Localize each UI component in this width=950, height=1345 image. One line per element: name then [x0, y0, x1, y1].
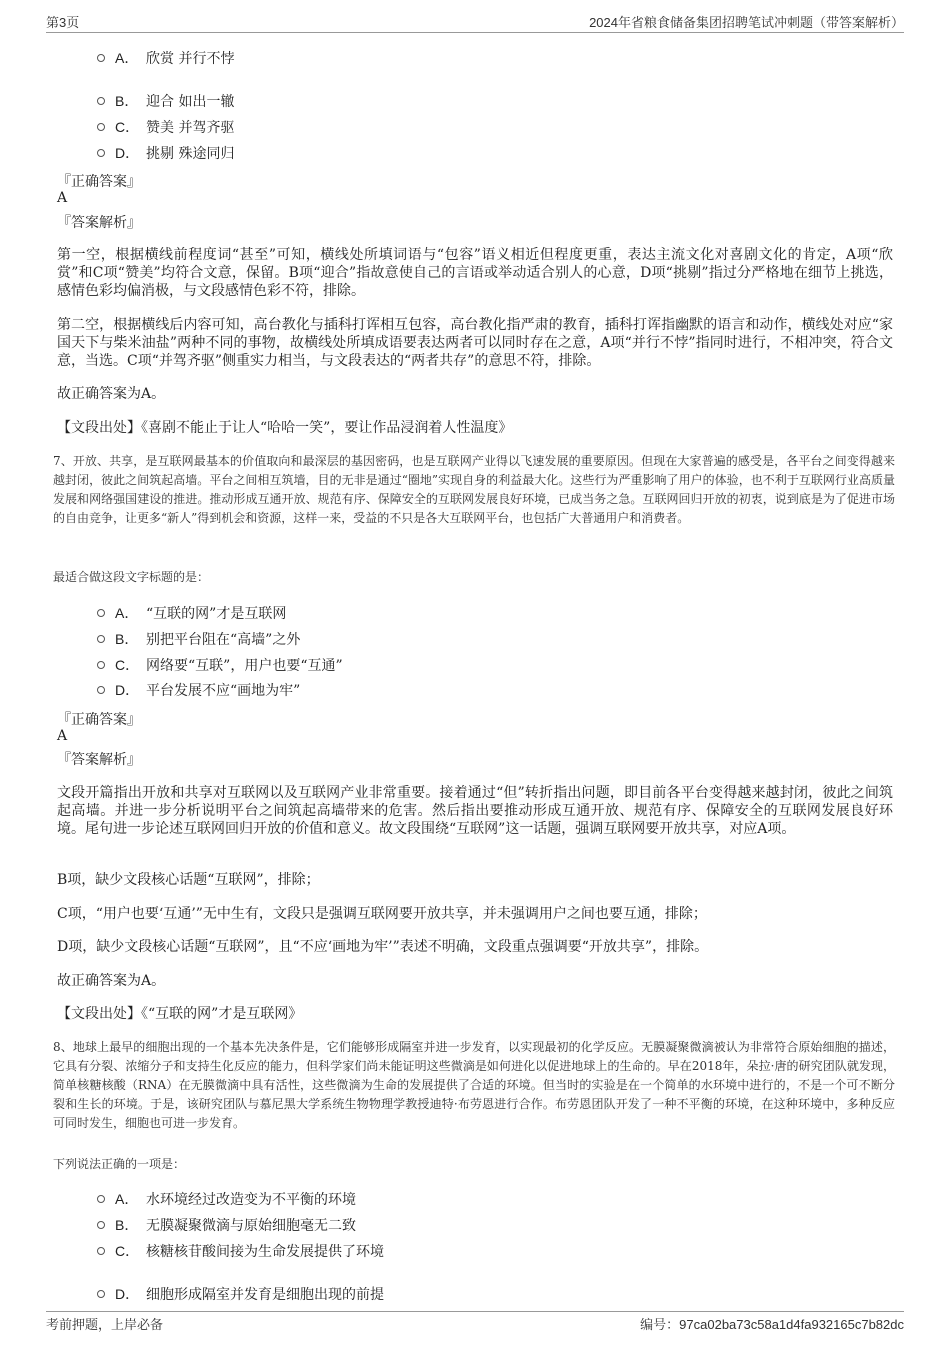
radio-button-icon[interactable]: [97, 123, 105, 131]
q7-analysis-label: 『答案解析』: [57, 752, 141, 768]
radio-button-icon[interactable]: [97, 1221, 105, 1229]
q8-option-b[interactable]: B． 无膜凝聚微滴与原始细胞毫无二致: [97, 1215, 356, 1235]
option-text: 细胞形成隔室并发育是细胞出现的前提: [146, 1287, 384, 1303]
q6-analysis-paragraph: 第二空，根据横线后内容可知，高台教化与插科打诨相互包容，高台教化指严肃的教育，插科打诨指幽默的语言和动作，横线处对应“家国天下与柴米油盐”两种不同的事物，故横线处所填成语要表达两者可以同时存在之意，A项“并行不悖”指同时进行，不相冲突，符合文意，当选。C项“并驾齐驱”侧重实力相当，与文段表达的“两者共存”的意思不符，排除。: [57, 317, 893, 369]
q7-conclusion: 故正确答案为A。: [57, 973, 166, 989]
q8-prompt: 下列说法正确的一项是：: [53, 1157, 186, 1171]
radio-button-icon[interactable]: [97, 609, 105, 617]
document-code: 编号：97ca02ba73c58a1d4fa932165c7b82dc: [640, 1317, 904, 1332]
q8-option-d[interactable]: D． 细胞形成隔室并发育是细胞出现的前提: [97, 1284, 384, 1304]
option-text: 无膜凝聚微滴与原始细胞毫无二致: [146, 1218, 356, 1234]
option-text: 网络要“互联”，用户也要“互通”: [146, 658, 343, 674]
q6-option-c[interactable]: C． 赞美 并驾齐驱: [97, 117, 234, 137]
option-text: 水环境经过改造变为不平衡的环境: [146, 1192, 356, 1208]
page-header: [46, 12, 904, 33]
q6-answer-label: 『正确答案』: [57, 174, 141, 190]
q6-analysis-paragraph: 第一空，根据横线前程度词“甚至”可知，横线处所填词语与“包容”语义相近但程度更重，表达主流文化对喜剧文化的肯定，A项“欣赏”和C项“赞美”均符合文意，保留。B项“迎合”指故意使自己的言语或举动适合别人的心意，D项“挑剔”指过分严格地在细节上挑选，感情色彩均偏消极，与文段感情色彩不符，排除。: [57, 247, 893, 299]
radio-button-icon[interactable]: [97, 149, 105, 157]
option-text: 挑剔 殊途同归: [146, 146, 235, 162]
page-footer: [46, 1311, 904, 1332]
radio-button-icon[interactable]: [97, 1290, 105, 1298]
radio-button-icon[interactable]: [97, 686, 105, 694]
q7-option-a[interactable]: A． “互联的网”才是互联网: [97, 603, 286, 623]
option-text: 赞美 并驾齐驱: [146, 120, 235, 136]
option-text: 欣赏 并行不悖: [146, 51, 235, 67]
q6-option-a[interactable]: A． 欣赏 并行不悖: [97, 48, 234, 68]
q7-option-d[interactable]: D． 平台发展不应“画地为牢”: [97, 680, 300, 700]
q7-prompt: 最适合做这段文字标题的是：: [53, 570, 210, 584]
q7-answer-label: 『正确答案』: [57, 712, 141, 728]
radio-button-icon[interactable]: [97, 1247, 105, 1255]
radio-button-icon[interactable]: [97, 661, 105, 669]
radio-button-icon[interactable]: [97, 1195, 105, 1203]
option-text: 迎合 如出一辙: [146, 94, 235, 110]
option-text: 核糖核苷酸间接为生命发展提供了环境: [146, 1244, 384, 1260]
q7-source: 【文段出处】《“互联的网”才是互联网》: [57, 1006, 303, 1022]
footer-slogan: 考前押题，上岸必备: [46, 1317, 164, 1332]
q8-question-text: 8、地球上最早的细胞出现的一个基本先决条件是，它们能够形成隔室并进一步发育，以实现最初的化学反应。无膜凝聚微滴被认为非常符合原始细胞的描述，它具有分裂、浓缩分子和支持生化反应的能力，但科学家们尚未能证明这些微滴是如何进化以促进地球上的生命的。早在2018年，朵拉·唐的研究团队就发现，简单核糖核酸（RNA）在无膜微滴中具有活性，这些微滴为生命的发展提供了合适的环境。但当时的实验是在一个简单的水环境中进行的，不是一个可不断分裂和生长的环境。于是，该研究团队与慕尼黑大学系统生物物理学教授迪特·布劳恩进行合作。布劳恩团队开发了一种不平衡的环境，在这种环境中，多种反应可同时发生，细胞也可进一步发育。: [53, 1040, 895, 1130]
q8-option-a[interactable]: A． 水环境经过改造变为不平衡的环境: [97, 1189, 356, 1209]
q7-analysis-b: B项，缺少文段核心话题“互联网”，排除；: [57, 872, 320, 888]
q6-option-b[interactable]: B． 迎合 如出一辙: [97, 91, 234, 111]
q6-source: 【文段出处】《喜剧不能止于让人“哈哈一笑”，要让作品浸润着人性温度》: [57, 420, 513, 436]
q6-option-d[interactable]: D． 挑剔 殊途同归: [97, 143, 234, 163]
q7-analysis-paragraph: 文段开篇指出开放和共享对互联网以及互联网产业非常重要。接着通过“但”转折指出问题，即目前各平台变得越来越封闭，彼此之间筑起高墙。并进一步分析说明平台之间筑起高墙带来的危害。然后指出要推动形成互通开放、规范有序、保障安全的互联网发展良好环境。尾句进一步论述互联网回归开放的价值和意义。故文段围绕“互联网”这一话题，强调互联网要开放共享，对应A项。: [57, 785, 893, 837]
q7-option-c[interactable]: C． 网络要“互联”，用户也要“互通”: [97, 655, 343, 675]
q7-question-text: 7、开放、共享，是互联网最基本的价值取向和最深层的基因密码，也是互联网产业得以飞速发展的重要原因。但现在大家普遍的感受是，各平台之间变得越来越封闭，彼此之间筑起高墙。平台之间相互筑墙，目的无非是通过“圈地”实现自身的利益最大化。这些行为严重影响了用户的体验，也不利于互联网行业高质量发展和网络强国建设的推进。推动形成互通开放、规范有序、保障安全的互联网发展良好环境，已成当务之急。互联网回归开放的初衷，说到底是为了促进市场的自由竞争，让更多“新人”得到机会和资源，这样一来，受益的不只是各大互联网平台，也包括广大普通用户和消费者。: [53, 454, 895, 525]
radio-button-icon[interactable]: [97, 97, 105, 105]
q6-conclusion: 故正确答案为A。: [57, 386, 166, 402]
radio-button-icon[interactable]: [97, 635, 105, 643]
q7-option-b[interactable]: B． 别把平台阻在“高墙”之外: [97, 629, 300, 649]
q7-analysis-d: D项，缺少文段核心话题“互联网”，且“不应‘画地为牢’”表述不明确，文段重点强调要“开放共享”，排除。: [57, 939, 709, 955]
document-title: 2024年省粮食储备集团招聘笔试冲刺题（带答案解析）: [589, 15, 904, 30]
q7-analysis-c: C项，“用户也要‘互通’”无中生有，文段只是强调互联网要开放共享，并未强调用户之间也要互通，排除；: [57, 906, 707, 922]
q8-option-c[interactable]: C． 核糖核苷酸间接为生命发展提供了环境: [97, 1241, 384, 1261]
q6-answer: A: [57, 190, 68, 206]
option-text: 平台发展不应“画地为牢”: [146, 683, 301, 699]
option-text: “互联的网”才是互联网: [146, 606, 287, 622]
q7-answer: A: [57, 728, 68, 744]
option-text: 别把平台阻在“高墙”之外: [146, 632, 301, 648]
radio-button-icon[interactable]: [97, 54, 105, 62]
q6-analysis-label: 『答案解析』: [57, 215, 141, 231]
page-number: 第3页: [46, 15, 80, 30]
